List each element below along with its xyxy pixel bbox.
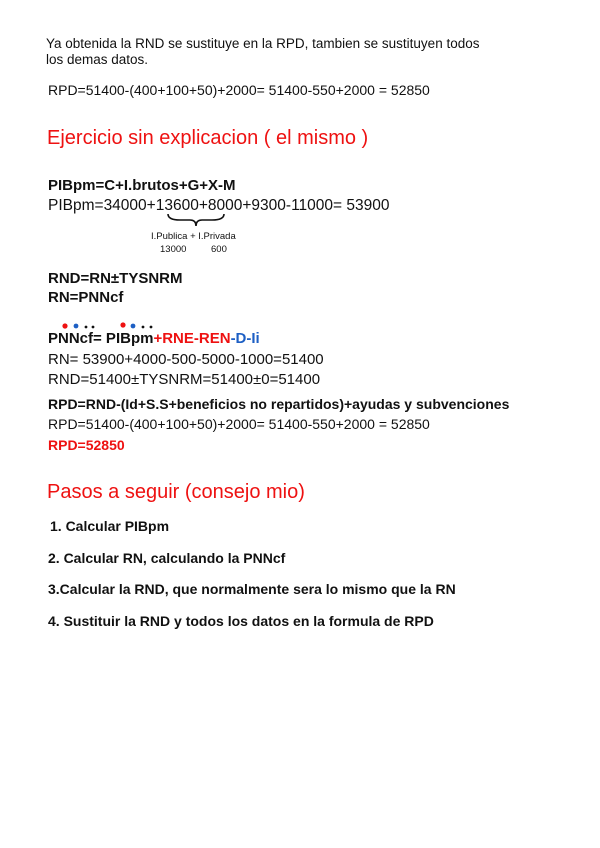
pib-calc-brace-value: 13600: [155, 197, 199, 214]
brace-note-label: I.Publica + I.Privada: [151, 231, 236, 242]
heading-ejercicio: Ejercicio sin explicacion ( el mismo ): [47, 127, 369, 149]
step-2: 2. Calcular RN, calculando la PNNcf: [48, 550, 286, 566]
rpd-line-top: RPD=51400-(400+100+50)+2000= 51400-550+2000 = 52850: [48, 82, 430, 98]
pib-calc-before: PIBpm=34000+: [48, 197, 156, 214]
brace-note-privada: 600: [211, 244, 227, 255]
curly-brace-icon: [166, 212, 226, 228]
step-1: 1. Calcular PIBpm: [50, 518, 170, 534]
pnncf-formula: [48, 330, 260, 347]
pnncf-blue: -D-Ii: [230, 330, 260, 347]
rnd-calc: RND=51400±TYSNRM=51400±0=51400: [48, 371, 321, 388]
rpd-formula: RPD=RND-(Id+S.S+beneficios no repartidos)+ayudas y subvenciones: [48, 396, 510, 412]
pnncf-black: PNNcf= PIBpm: [48, 330, 154, 347]
intro-line-2: los demas datos.: [46, 52, 149, 67]
rpd-calc: RPD=51400-(400+100+50)+2000= 51400-550+2000 = 52850: [48, 416, 430, 432]
step-3: 3.Calcular la RND, que normalmente sera lo mismo que la RN: [48, 581, 456, 597]
brace-note-publica: 13000: [160, 244, 187, 255]
pib-calc-after: +8000+9300-11000= 53900: [198, 197, 390, 214]
intro-paragraph: [46, 36, 546, 68]
rnd-formula: RND=RN±TYSNRM: [48, 270, 183, 287]
rn-formula: RN=PNNcf: [48, 289, 124, 306]
rpd-result: RPD=52850: [48, 437, 125, 453]
step-4: 4. Sustituir la RND y todos los datos en la formula de RPD: [48, 613, 434, 629]
intro-line-1: Ya obtenida la RND se sustituye en la RPD, tambien se sustituyen todos: [46, 36, 480, 51]
heading-pasos: Pasos a seguir (consejo mio): [47, 481, 305, 503]
pnncf-red: +RNE-REN: [153, 330, 231, 347]
pib-formula: PIBpm=C+I.brutos+G+X-M: [48, 177, 236, 194]
rn-calc: RN= 53900+4000-500-5000-1000=51400: [48, 351, 324, 368]
